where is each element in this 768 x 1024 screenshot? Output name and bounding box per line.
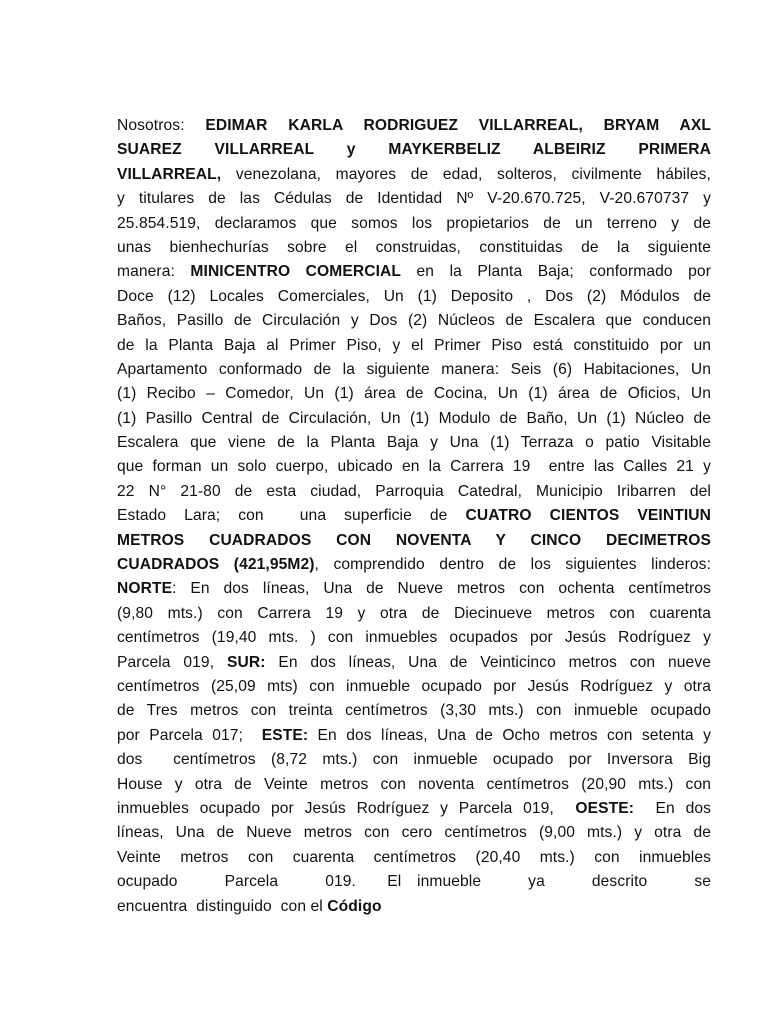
text-line <box>117 821 711 845</box>
text-line <box>117 626 711 650</box>
text-line <box>117 577 711 601</box>
text-line <box>117 748 711 772</box>
text-line <box>117 114 711 138</box>
text-line <box>117 773 711 797</box>
text-segment: Nosotros: <box>117 117 206 134</box>
text-line <box>117 138 711 162</box>
bold-text: CUATRO CIENTOS VEINTIUN <box>465 507 711 525</box>
text-line <box>117 236 711 260</box>
text-line <box>117 895 711 919</box>
bold-text: SUAREZ VILLARREAL y MAYKERBELIZ ALBEIRIZ PRIMERA <box>117 141 711 159</box>
text-segment: (1) Pasillo Central de Circulación, Un (1) Modulo de Baño, Un (1) Núcleo de <box>117 409 711 427</box>
text-line <box>117 846 711 870</box>
text-segment: por Parcela 017; <box>117 726 262 744</box>
text-segment: Escalera que viene de la Planta Baja y Una (1) Terraza o patio Visitable <box>117 434 711 452</box>
bold-text: METROS CUADRADOS CON NOVENTA Y CINCO DECIMETROS <box>117 531 711 549</box>
text-line <box>117 187 711 211</box>
text-segment: ocupado Parcela 019. El inmueble ya descrito se <box>117 873 711 891</box>
text-line <box>117 163 711 187</box>
text-segment: Parcela 019, <box>117 653 227 671</box>
bold-text: VILLARREAL, <box>117 165 222 183</box>
text-line <box>117 651 711 675</box>
text-segment: manera: <box>117 263 191 281</box>
bold-text: NORTE <box>117 580 173 598</box>
bold-text: Código <box>327 897 382 915</box>
text-line <box>117 870 711 894</box>
text-segment: En dos líneas, Una de Veinticinco metros con nueve <box>265 653 711 671</box>
text-line <box>117 285 711 309</box>
text-line <box>117 431 711 455</box>
text-segment: dos centímetros (8,72 mts.) con inmueble ocupado por Inversora Big <box>117 751 711 769</box>
text-line <box>117 553 711 577</box>
bold-text: ESTE: <box>261 726 309 744</box>
text-line <box>117 699 711 723</box>
text-segment: En dos líneas, Una de Ocho metros con setenta y <box>308 726 711 744</box>
text-line <box>117 529 711 553</box>
text-segment: inmuebles ocupado por Jesús Rodríguez y Parcela 019, <box>117 799 576 817</box>
text-line <box>117 358 711 382</box>
text-line <box>117 260 711 284</box>
text-segment: Estado Lara; con una superficie de <box>117 507 466 525</box>
text-segment: en la Planta Baja; conformado por <box>401 263 711 281</box>
text-segment: : En dos líneas, Una de Nueve metros con ochenta centímetros <box>172 580 711 598</box>
text-segment: de la Planta Baja al Primer Piso, y el Primer Piso está constituido por un <box>117 336 711 354</box>
text-segment: centímetros (19,40 mts. ) con inmuebles ocupados por Jesús Rodríguez y <box>117 629 711 647</box>
text-segment: encuentra distinguido con el <box>117 897 328 915</box>
text-segment: (9,80 mts.) con Carrera 19 y otra de Diecinueve metros con cuarenta <box>117 604 711 622</box>
text-line <box>117 675 711 699</box>
text-segment: unas bienhechurías sobre el construidas, constituidas de la siguiente <box>117 238 711 256</box>
text-segment: venezolana, mayores de edad, solteros, civilmente hábiles, <box>221 165 711 183</box>
text-line <box>117 724 711 748</box>
text-line <box>117 602 711 626</box>
text-segment: y titulares de las Cédulas de Identidad Nº V-20.670.725, V-20.670737 y <box>117 190 711 208</box>
text-line <box>117 797 711 821</box>
bold-text: EDIMAR KARLA RODRIGUEZ VILLARREAL, BRYAM AXL <box>205 117 711 134</box>
text-segment: Veinte metros con cuarenta centímetros (20,40 mts.) con inmuebles <box>117 848 711 866</box>
text-segment: En dos <box>634 799 711 817</box>
text-line <box>117 455 711 479</box>
bold-text: SUR: <box>226 653 266 671</box>
text-segment: , comprendido dentro de los siguientes linderos: <box>314 556 711 574</box>
text-segment: (1) Recibo – Comedor, Un (1) área de Cocina, Un (1) área de Oficios, Un <box>117 385 711 403</box>
bold-text: CUADRADOS (421,95M2) <box>117 556 315 574</box>
text-segment: Apartamento conformado de la siguiente manera: Seis (6) Habitaciones, Un <box>117 360 711 378</box>
text-line <box>117 212 711 236</box>
text-segment: que forman un solo cuerpo, ubicado en la Carrera 19 entre las Calles 21 y <box>117 458 711 476</box>
text-segment: Baños, Pasillo de Circulación y Dos (2) Núcleos de Escalera que conducen <box>117 312 711 330</box>
bold-text: MINICENTRO COMERCIAL <box>190 263 402 281</box>
text-line <box>117 504 711 528</box>
document-body <box>117 114 711 919</box>
text-segment: 22 N° 21-80 de esta ciudad, Parroquia Catedral, Municipio Iribarren del <box>117 482 711 500</box>
text-line <box>117 334 711 358</box>
text-segment: de Tres metros con treinta centímetros (3,30 mts.) con inmueble ocupado <box>117 702 711 720</box>
text-line <box>117 407 711 431</box>
text-line <box>117 382 711 406</box>
text-segment: House y otra de Veinte metros con noventa centímetros (20,90 mts.) con <box>117 775 711 793</box>
text-segment: líneas, Una de Nueve metros con cero centímetros (9,00 mts.) y otra de <box>117 824 711 842</box>
text-segment: 25.854.519, declaramos que somos los propietarios de un terreno y de <box>117 214 711 232</box>
bold-text: OESTE: <box>575 799 635 817</box>
text-line <box>117 309 711 333</box>
text-segment: Doce (12) Locales Comerciales, Un (1) Deposito , Dos (2) Módulos de <box>117 287 711 305</box>
text-line <box>117 480 711 504</box>
text-segment: centímetros (25,09 mts) con inmueble ocupado por Jesús Rodríguez y otra <box>117 677 711 695</box>
